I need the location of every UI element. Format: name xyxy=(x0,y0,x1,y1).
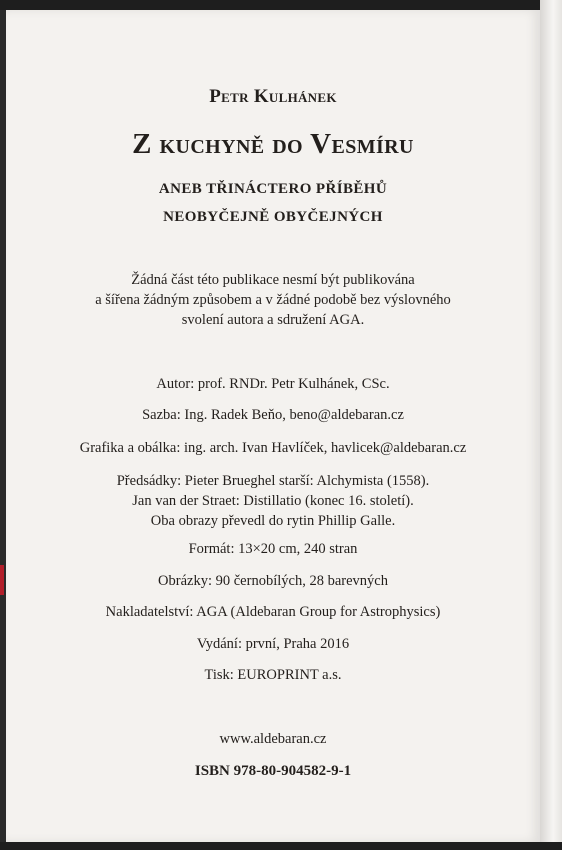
subtitle-line-2: NEOBYČEJNĚ OBYČEJNÝCH xyxy=(163,209,383,225)
credit-edition: Vydání: první, Praha 2016 xyxy=(196,636,350,652)
credit-endpapers xyxy=(6,471,540,531)
credit-publisher: Nakladatelství: AGA (Aldebaran Group for Astrophysics) xyxy=(105,604,441,620)
page-edge xyxy=(540,0,562,850)
website: www.aldebaran.cz xyxy=(219,731,327,747)
credit-typesetting: Sazba: Ing. Radek Beňo, beno@aldebaran.cz xyxy=(142,407,404,423)
endpapers-line: Jan van der Straet: Distillatio (konec 16. století). xyxy=(132,493,414,509)
notice-line: svolení autora a sdružení AGA. xyxy=(181,312,365,328)
author-name: Petr Kulhánek xyxy=(209,86,337,107)
credit-author: Autor: prof. RNDr. Petr Kulhánek, CSc. xyxy=(156,376,390,392)
notice-line: Žádná část této publikace nesmí být publikována xyxy=(131,272,415,288)
credit-format: Formát: 13×20 cm, 240 stran xyxy=(188,541,358,557)
credit-graphics: Grafika a obálka: ing. arch. Ivan Havlíček, havlicek@aldebaran.cz xyxy=(79,440,467,456)
notice-line: a šířena žádným způsobem a v žádné podobě bez výslovného xyxy=(95,292,451,308)
credit-print: Tisk: EUROPRINT a.s. xyxy=(204,667,342,683)
subtitle-line-1: ANEB TŘINÁCTERO PŘÍBĚHŮ xyxy=(158,181,388,197)
bottom-edge xyxy=(0,842,562,850)
top-edge xyxy=(0,0,562,10)
bookmark-ribbon xyxy=(0,565,4,595)
endpapers-line: Oba obrazy převedl do rytin Phillip Galle. xyxy=(150,513,396,529)
copyright-notice xyxy=(6,270,540,330)
isbn: ISBN 978-80-904582-9-1 xyxy=(194,763,352,779)
endpapers-line: Předsádky: Pieter Brueghel starší: Alchymista (1558). xyxy=(116,473,430,489)
credit-images: Obrázky: 90 černobílých, 28 barevných xyxy=(158,573,388,589)
book-title: Z kuchyně do Vesmíru xyxy=(132,128,414,160)
